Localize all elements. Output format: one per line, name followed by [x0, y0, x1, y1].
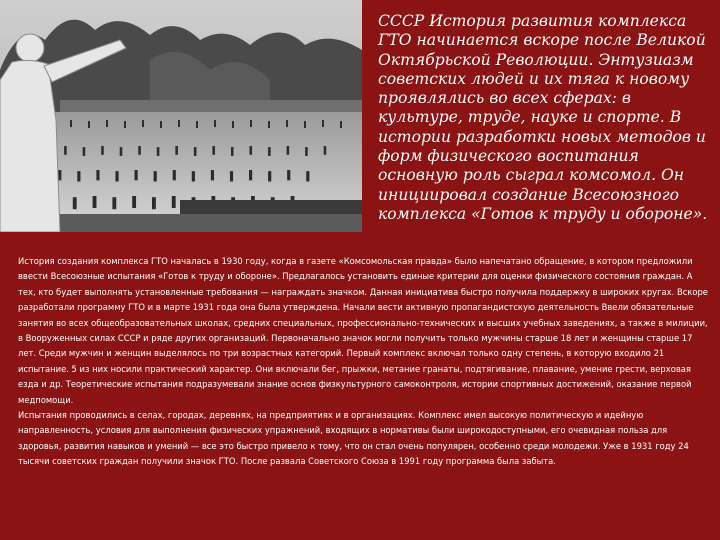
intro-text: СССР История развития комплекса ГТО начинается вскоре после Великой Октябрьской Революции. Энтузиазм советских людей и их тяга к новому проявлялись во всех сферах: в культуре, труде, науке и спорте. В истории разработки новых методов и форм физического воспитания основную роль сыграл комсомол. Он инициировал создание Всесоюзного комплекса «Готов к труду и обороне».	[378, 12, 708, 223]
historical-photo	[0, 0, 362, 232]
body-paragraph: Испытания проводились в селах, городах, деревнях, на предприятиях и в организациях. Комплекс имел высокую политическую и идейную направленность, условия для выполнения физических упражнений, входящих в нормативы были широкодоступными, его очевидная польза для здоровья, развития навыков и умений — все это быстро привело к тому, что он стал очень популярен, особенно среди молодежи. Уже в 1931 году 24 тысячи советских граждан получили значок ГТО. После развала Советского Союза в 1991 году программа была забыта.	[18, 410, 689, 467]
historical-photo-icon	[0, 0, 362, 232]
body-text	[18, 254, 708, 470]
body-paragraph: История создания комплекса ГТО началась в 1930 году, когда в газете «Комсомольская правда» было напечатано обращение, в котором предложили ввести Всесоюзные испытания «Готов к труду и обороне». Предлагалось установить единые критерии для оценки физического состояния граждан. А тех, кто будет выполнять установленные требования — награждать значком. Данная инициатива быстро получила поддержку в широких кругах. Вскоре разработали программу ГТО и в марте 1931 года она была утверждена. Начали вести активную пропагандистскую деятельность Ввели обязательные занятия во всех общеобразовательных школах, средних специальных, профессионально-технических и высших учебных заведениях, а также в милиции, в Вооруженных силах СССР и ряде других организаций. Первоначально значок могли получить только мужчины старше 18 лет и женщины старше 17 лет. Среди мужчин и женщин выделялось по три возрастных категорий. Первый комплекс включал только одну степень, в которую входило 21 испытание. 5 из них носили практический характер. Они включали бег, прыжки, метание гранаты, подтягивание, плавание, умение грести, верховая езда и др. Теоретические испытания подразумевали знание основ физкультурного самоконтроля, истории спортивных достижений, оказание первой медпомощи.	[18, 256, 708, 405]
